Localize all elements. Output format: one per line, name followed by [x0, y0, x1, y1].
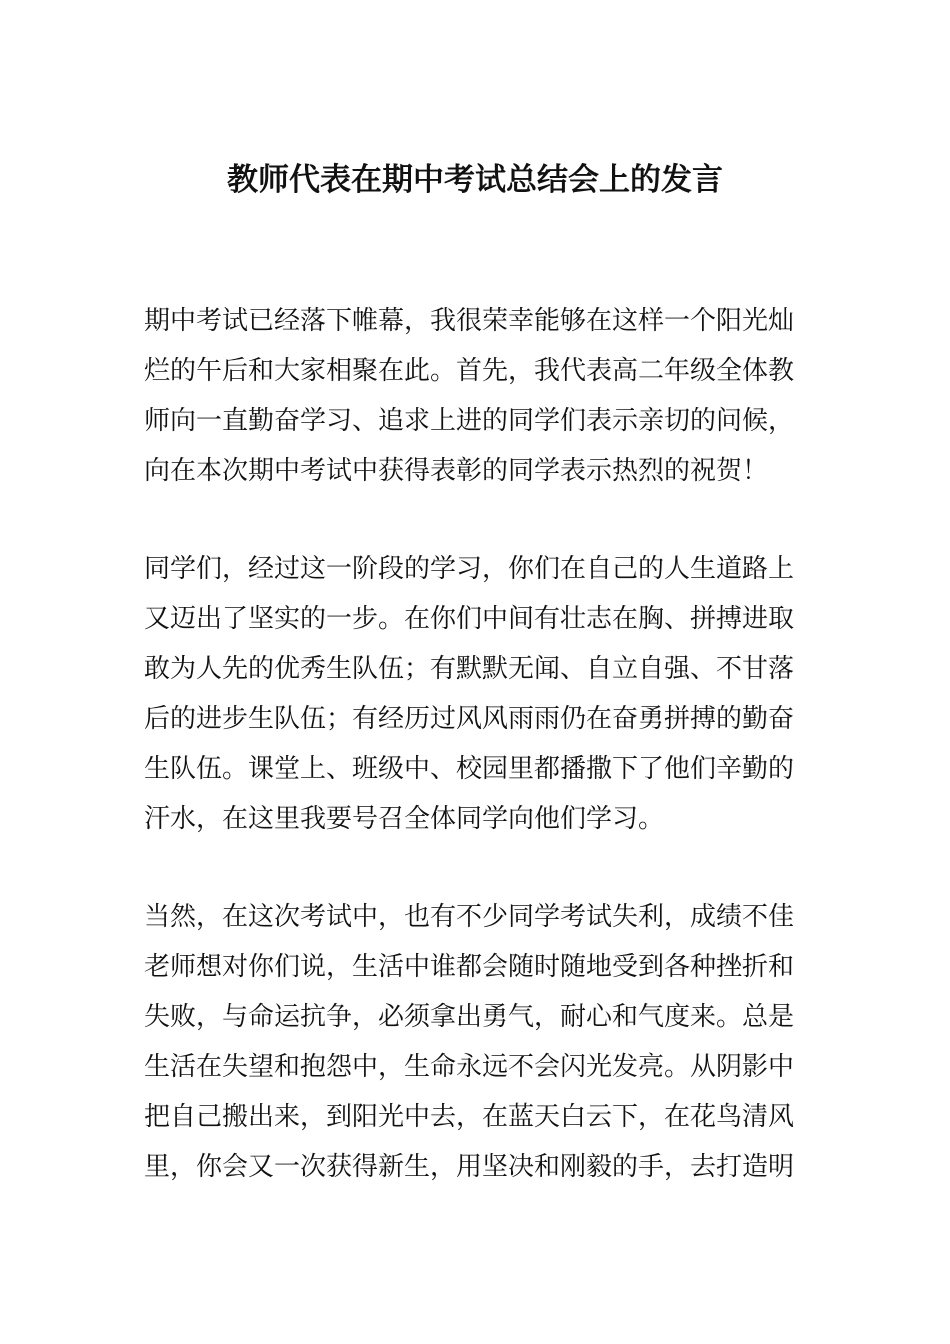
- text-line: 失败，与命运抗争，必须拿出勇气，耐心和气度来。总是: [144, 1002, 795, 1032]
- text-line: 敢为人先的优秀生队伍；有默默无闻、自立自强、不甘落: [144, 654, 795, 684]
- document-title: 教师代表在期中考试总结会上的发言: [227, 162, 723, 198]
- text-line: 同学们，经过这一阶段的学习，你们在自己的人生道路上: [144, 554, 795, 584]
- paragraph-1: [144, 296, 810, 496]
- text-line: 又迈出了坚实的一步。在你们中间有壮志在胸、拼搏进取: [144, 604, 795, 634]
- text-line: 烂的午后和大家相聚在此。首先，我代表高二年级全体教: [144, 356, 795, 386]
- text-line: 生队伍。课堂上、班级中、校园里都播撒下了他们辛勤的: [144, 754, 795, 784]
- paragraph-2: [144, 544, 810, 844]
- text-line: 生活在失望和抱怨中，生命永远不会闪光发亮。从阴影中: [144, 1052, 795, 1082]
- text-line: 后的进步生队伍；有经历过风风雨雨仍在奋勇拼搏的勤奋: [144, 704, 795, 734]
- text-line: 期中考试已经落下帷幕，我很荣幸能够在这样一个阳光灿: [144, 306, 795, 336]
- text-line: 当然，在这次考试中，也有不少同学考试失利，成绩不佳: [144, 902, 795, 932]
- text-line: 汗水，在这里我要号召全体同学向他们学习。: [144, 804, 665, 834]
- text-line: 师向一直勤奋学习、追求上进的同学们表示亲切的问候，: [144, 406, 795, 436]
- text-line: 向在本次期中考试中获得表彰的同学表示热烈的祝贺！: [144, 456, 769, 486]
- text-line: 把自己搬出来，到阳光中去，在蓝天白云下，在花鸟清风: [144, 1102, 795, 1132]
- text-line: 老师想对你们说，生活中谁都会随时随地受到各种挫折和: [144, 952, 795, 982]
- paragraph-3: [144, 892, 810, 1192]
- text-line: 里，你会又一次获得新生，用坚决和刚毅的手，去打造明: [144, 1152, 795, 1182]
